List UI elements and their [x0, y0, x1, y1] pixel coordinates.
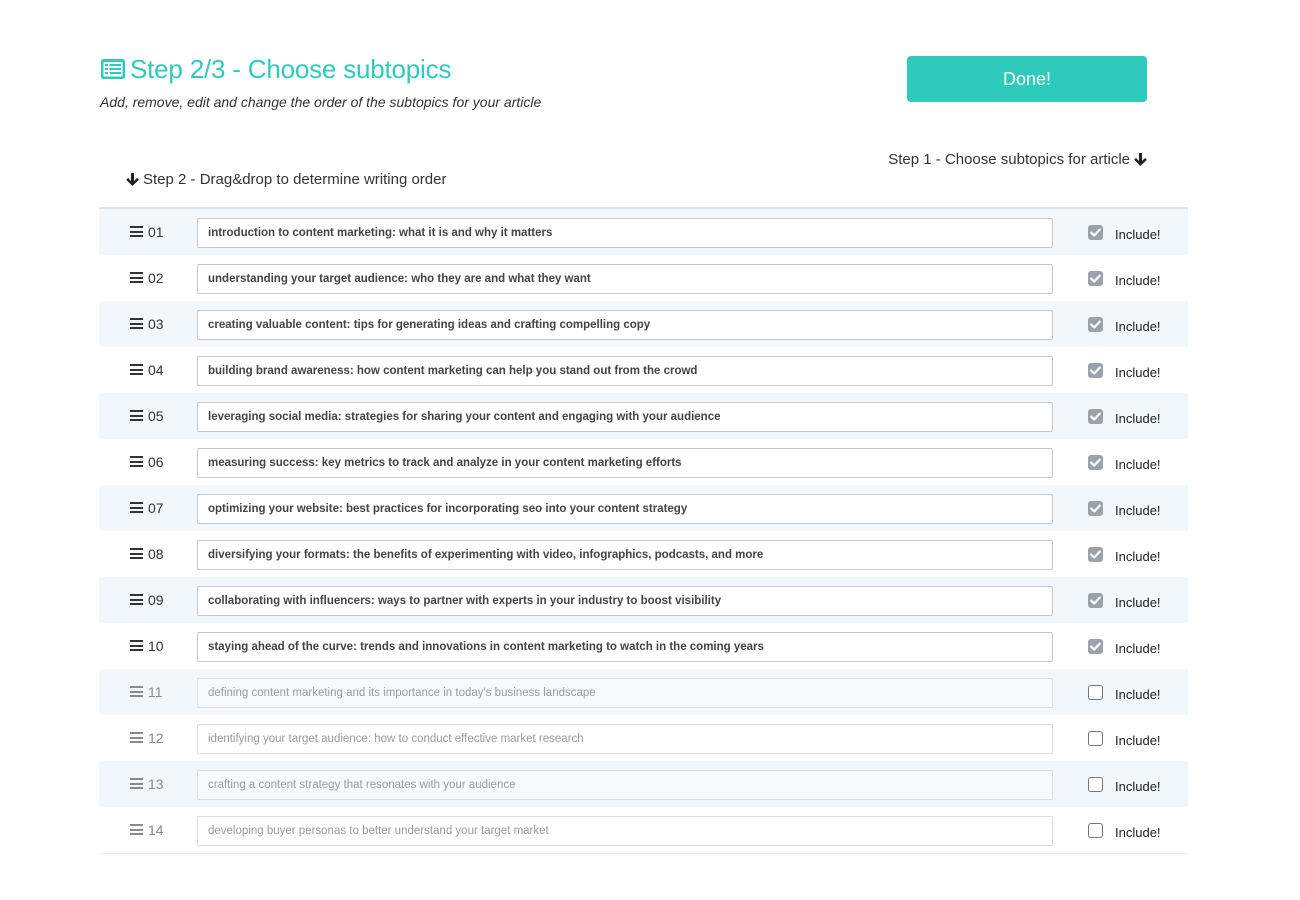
checkmark-icon — [1088, 363, 1103, 378]
drag-handle-icon[interactable] — [130, 364, 143, 375]
include-label[interactable]: Include! — [1115, 825, 1161, 840]
topic-input[interactable] — [197, 632, 1053, 662]
topic-row[interactable] — [99, 439, 1188, 485]
include-checkbox[interactable] — [1088, 777, 1103, 792]
topic-input[interactable] — [197, 678, 1053, 708]
row-number: 04 — [148, 362, 164, 378]
row-number: 13 — [148, 776, 164, 792]
drag-handle-icon[interactable] — [130, 272, 143, 283]
step1-heading — [888, 151, 1147, 168]
include-label[interactable]: Include! — [1115, 549, 1161, 564]
title-row — [100, 52, 800, 86]
topic-row[interactable] — [99, 623, 1188, 669]
topic-input[interactable] — [197, 448, 1053, 478]
include-label[interactable]: Include! — [1115, 641, 1161, 656]
row-number: 03 — [148, 316, 164, 332]
include-label[interactable]: Include! — [1115, 779, 1161, 794]
topic-input[interactable] — [197, 540, 1053, 570]
arrow-down-icon — [1134, 153, 1147, 167]
checkmark-icon — [1088, 639, 1103, 654]
topic-row[interactable] — [99, 761, 1188, 807]
topic-input[interactable] — [197, 724, 1053, 754]
topic-row[interactable] — [99, 807, 1188, 853]
topic-input[interactable] — [197, 816, 1053, 846]
row-number: 05 — [148, 408, 164, 424]
checkmark-icon — [1088, 271, 1103, 286]
include-label[interactable]: Include! — [1115, 227, 1161, 242]
include-label[interactable]: Include! — [1115, 503, 1161, 518]
include-checkbox[interactable] — [1088, 547, 1103, 562]
drag-handle-icon[interactable] — [130, 318, 143, 329]
include-checkbox[interactable] — [1088, 225, 1103, 240]
topic-input[interactable] — [197, 264, 1053, 294]
include-checkbox[interactable] — [1088, 731, 1103, 746]
include-label[interactable]: Include! — [1115, 273, 1161, 288]
row-number: 09 — [148, 592, 164, 608]
topic-row[interactable] — [99, 669, 1188, 715]
row-number: 08 — [148, 546, 164, 562]
row-number: 01 — [148, 224, 164, 240]
topic-row[interactable] — [99, 485, 1188, 531]
drag-handle-icon[interactable] — [130, 640, 143, 651]
page-subtitle: Add, remove, edit and change the order of the subtopics for your article — [100, 94, 542, 110]
row-number: 11 — [148, 684, 163, 700]
row-number: 02 — [148, 270, 164, 286]
row-number: 06 — [148, 454, 164, 470]
drag-handle-icon[interactable] — [130, 732, 143, 743]
list-alt-icon — [100, 58, 126, 80]
topic-row[interactable] — [99, 209, 1188, 255]
checkmark-icon — [1088, 317, 1103, 332]
topic-input[interactable] — [197, 218, 1053, 248]
row-number: 10 — [148, 638, 164, 654]
checkmark-icon — [1088, 409, 1103, 424]
include-checkbox[interactable] — [1088, 823, 1103, 838]
topics-list — [99, 207, 1188, 854]
checkmark-icon — [1088, 547, 1103, 562]
drag-handle-icon[interactable] — [130, 456, 143, 467]
topic-row[interactable] — [99, 393, 1188, 439]
topic-input[interactable] — [197, 494, 1053, 524]
step2-label: Step 2 - Drag&drop to determine writing order — [143, 171, 447, 188]
include-checkbox[interactable] — [1088, 593, 1103, 608]
include-checkbox[interactable] — [1088, 639, 1103, 654]
include-checkbox[interactable] — [1088, 685, 1103, 700]
topic-input[interactable] — [197, 356, 1053, 386]
topic-input[interactable] — [197, 310, 1053, 340]
checkmark-icon — [1088, 501, 1103, 516]
drag-handle-icon[interactable] — [130, 824, 143, 835]
drag-handle-icon[interactable] — [130, 410, 143, 421]
include-label[interactable]: Include! — [1115, 411, 1161, 426]
include-label[interactable]: Include! — [1115, 595, 1161, 610]
include-label[interactable]: Include! — [1115, 319, 1161, 334]
topic-input[interactable] — [197, 402, 1053, 432]
include-checkbox[interactable] — [1088, 363, 1103, 378]
include-checkbox[interactable] — [1088, 455, 1103, 470]
topic-row[interactable] — [99, 255, 1188, 301]
topic-input[interactable] — [197, 586, 1053, 616]
include-label[interactable]: Include! — [1115, 687, 1161, 702]
drag-handle-icon[interactable] — [130, 502, 143, 513]
page-title: Step 2/3 - Choose subtopics — [130, 53, 452, 84]
include-checkbox[interactable] — [1088, 409, 1103, 424]
drag-handle-icon[interactable] — [130, 594, 143, 605]
include-checkbox[interactable] — [1088, 317, 1103, 332]
step2-heading — [126, 171, 446, 188]
topic-row[interactable] — [99, 301, 1188, 347]
include-label[interactable]: Include! — [1115, 733, 1161, 748]
drag-handle-icon[interactable] — [130, 686, 143, 697]
row-number: 12 — [148, 730, 164, 746]
include-label[interactable]: Include! — [1115, 365, 1161, 380]
topic-row[interactable] — [99, 577, 1188, 623]
step1-label: Step 1 - Choose subtopics for article — [888, 151, 1130, 168]
drag-handle-icon[interactable] — [130, 226, 143, 237]
done-button[interactable]: Done! — [907, 56, 1147, 102]
checkmark-icon — [1088, 455, 1103, 470]
drag-handle-icon[interactable] — [130, 548, 143, 559]
include-label[interactable]: Include! — [1115, 457, 1161, 472]
checkmark-icon — [1088, 593, 1103, 608]
drag-handle-icon[interactable] — [130, 778, 143, 789]
topic-row[interactable] — [99, 531, 1188, 577]
topic-row[interactable] — [99, 715, 1188, 761]
include-checkbox[interactable] — [1088, 271, 1103, 286]
checkmark-icon — [1088, 225, 1103, 240]
row-number: 14 — [148, 822, 164, 838]
page-header — [100, 52, 800, 110]
topic-input[interactable] — [197, 770, 1053, 800]
arrow-down-icon — [126, 173, 139, 187]
include-checkbox[interactable] — [1088, 501, 1103, 516]
row-number: 07 — [148, 500, 164, 516]
topic-row[interactable] — [99, 347, 1188, 393]
